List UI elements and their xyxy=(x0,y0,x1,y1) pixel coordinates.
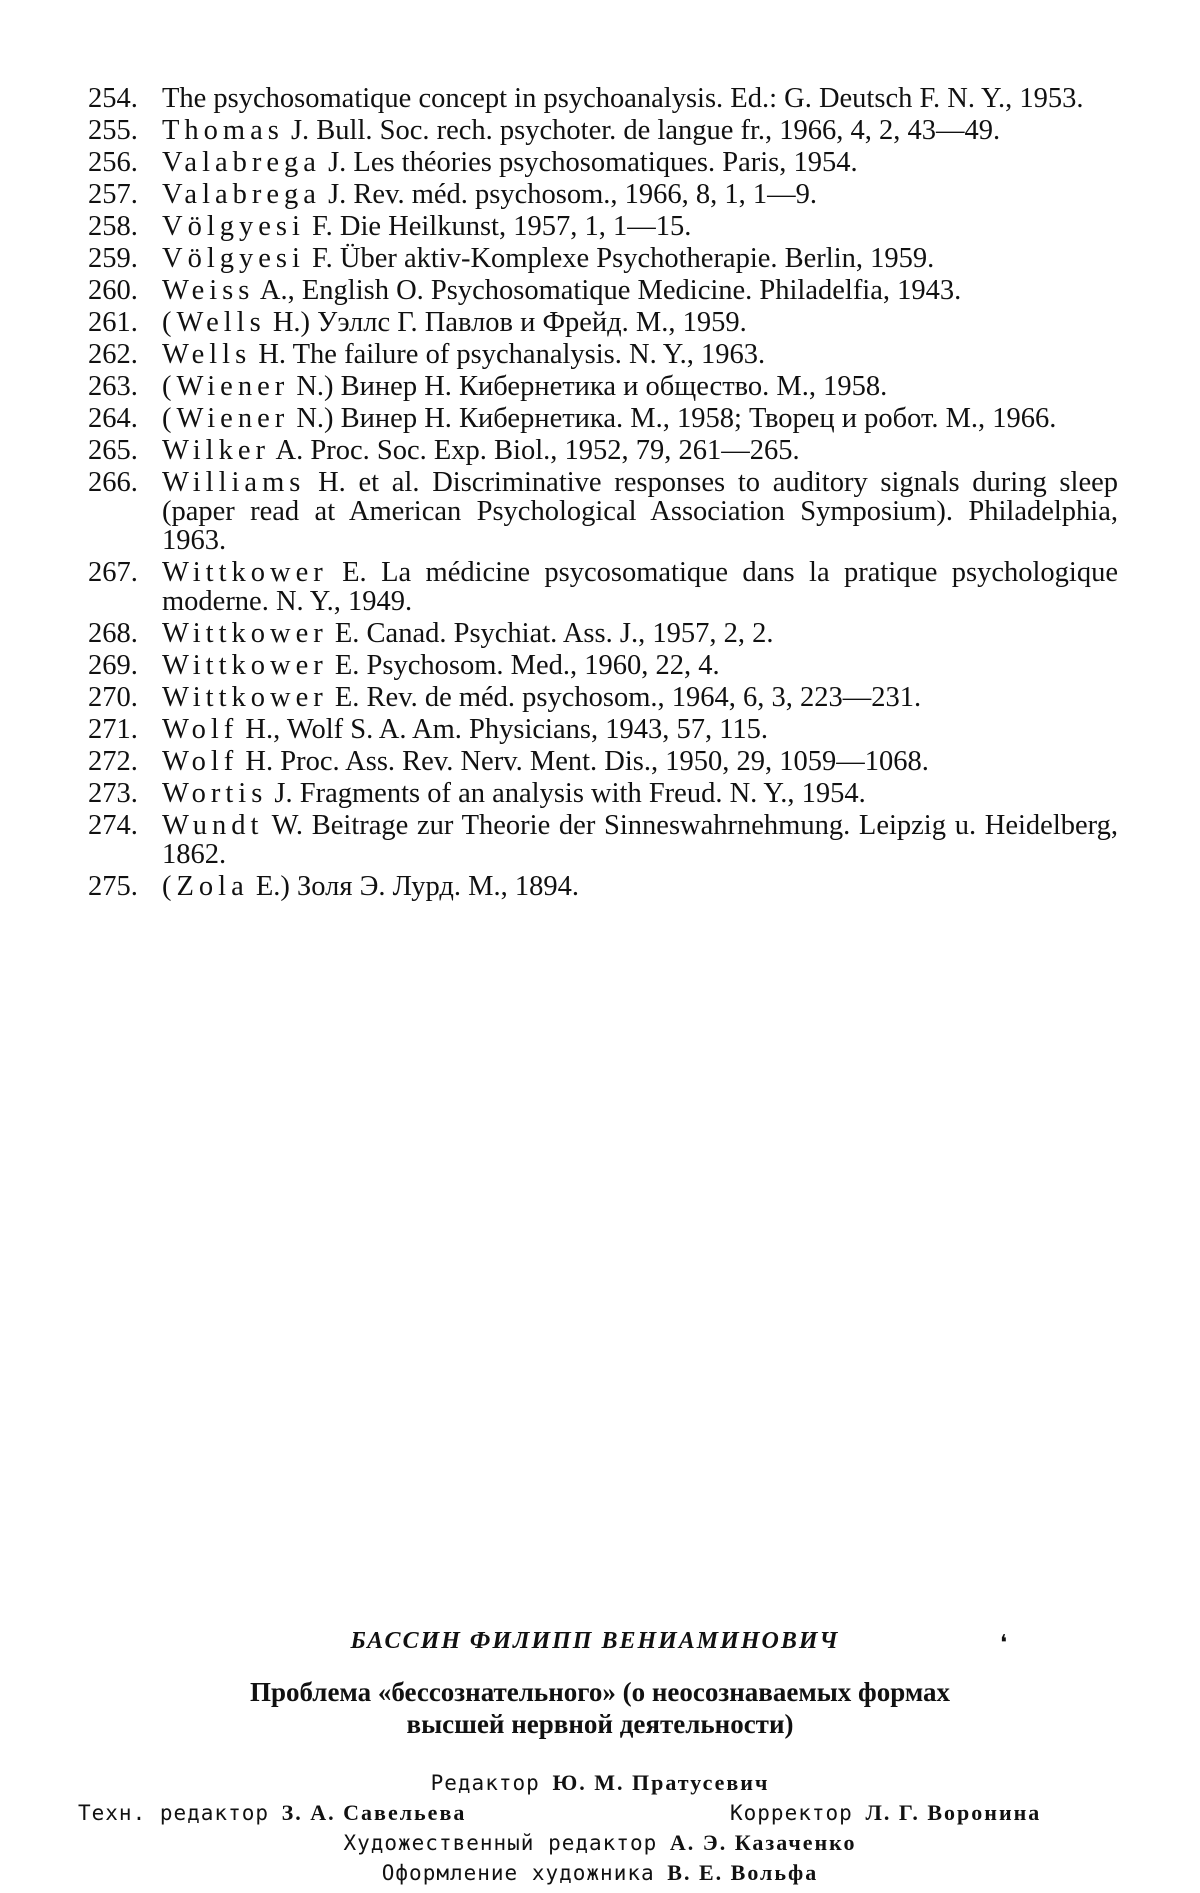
art-editor-label: Художественный редактор xyxy=(343,1831,658,1855)
reference-number: 262. xyxy=(88,339,138,370)
reference-item xyxy=(88,468,1118,555)
reference-number: 257. xyxy=(88,179,138,210)
reference-text: E. Rev. de méd. psychosom., 1964, 6, 3, 223—231. xyxy=(327,682,922,713)
reference-item xyxy=(88,811,1118,869)
reference-text: E. La médicine psycosomatique dans la pratique psychologique moderne. N. Y., 1949. xyxy=(162,557,1118,617)
reference-item xyxy=(88,148,1118,177)
reference-author: Wittkower xyxy=(162,650,328,681)
design-line xyxy=(0,1860,1200,1886)
reference-text: E. Canad. Psychiat. Ass. J., 1957, 2, 2. xyxy=(327,618,774,649)
reference-number: 266. xyxy=(88,467,138,498)
corrector-line xyxy=(730,1800,1041,1826)
reference-number: 265. xyxy=(88,435,138,466)
reference-item xyxy=(88,180,1118,209)
reference-item xyxy=(88,683,1118,712)
bibliography-list xyxy=(88,84,1118,904)
book-title-line-1: Проблема «бессознательного» (о неосознаваемых формах xyxy=(249,1677,951,1707)
reference-item xyxy=(88,116,1118,145)
reference-text: H.) Уэллс Г. Павлов и Фрейд. М., 1959. xyxy=(265,307,747,338)
reference-item xyxy=(88,84,1118,113)
reference-number: 268. xyxy=(88,618,138,649)
reference-item xyxy=(88,436,1118,465)
book-title xyxy=(0,1676,1200,1740)
reference-number: 267. xyxy=(88,557,138,588)
reference-text: A. Proc. Soc. Exp. Biol., 1952, 79, 261—265. xyxy=(270,435,800,466)
reference-author: (Wells xyxy=(162,307,266,338)
reference-author: (Wiener xyxy=(162,403,290,434)
reference-text: H. Proc. Ass. Rev. Nerv. Ment. Dis., 1950, 29, 1059—1068. xyxy=(238,746,929,777)
reference-text: J. Rev. méd. psychosom., 1966, 8, 1, 1—9. xyxy=(320,179,818,210)
reference-author: Wundt xyxy=(162,810,264,841)
reference-author: Weiss xyxy=(162,275,255,306)
reference-author: Wortis xyxy=(162,778,268,809)
reference-item xyxy=(88,715,1118,744)
reference-item xyxy=(88,747,1118,776)
reference-author: Wittkower xyxy=(162,682,328,713)
tech-editor-line xyxy=(78,1800,466,1826)
reference-text: N.) Винер Н. Кибернетика. М., 1958; Творец и робот. М., 1966. xyxy=(289,403,1057,434)
reference-item xyxy=(88,779,1118,808)
reference-number: 261. xyxy=(88,307,138,338)
reference-number: 263. xyxy=(88,371,138,402)
reference-number: 254. xyxy=(88,83,138,114)
reference-author: Völgyesi xyxy=(162,243,305,274)
book-title-line-2: высшей нервной деятельности) xyxy=(406,1709,794,1739)
reference-item xyxy=(88,372,1118,401)
corrector-label: Корректор xyxy=(730,1801,853,1825)
tech-editor-label: Техн. редактор xyxy=(78,1801,270,1825)
reference-author: Wilker xyxy=(162,435,270,466)
reference-number: 258. xyxy=(88,211,138,242)
reference-text: N.) Винер Н. Кибернетика и общество. М., 1958. xyxy=(289,371,888,402)
reference-author: Wolf xyxy=(162,714,239,745)
reference-author: (Zola xyxy=(162,871,249,902)
reference-number: 264. xyxy=(88,403,138,434)
reference-number: 260. xyxy=(88,275,138,306)
author-name: БАССИН ФИЛИПП ВЕНИАМИНОВИЧ xyxy=(350,1628,840,1654)
reference-number: 271. xyxy=(88,714,138,745)
reference-item xyxy=(88,619,1118,648)
reference-number: 256. xyxy=(88,147,138,178)
reference-text: H., Wolf S. A. Am. Physicians, 1943, 57, 115. xyxy=(238,714,769,745)
reference-number: 259. xyxy=(88,243,138,274)
tech-editor-name: З. А. Савельева xyxy=(281,1800,467,1825)
reference-text: J. Fragments of an analysis with Freud. N. Y., 1954. xyxy=(267,778,866,809)
reference-item xyxy=(88,340,1118,369)
reference-author: (Wiener xyxy=(162,371,290,402)
reference-item xyxy=(88,558,1118,616)
reference-number: 255. xyxy=(88,115,138,146)
reference-text: E.) Золя Э. Лурд. М., 1894. xyxy=(248,871,580,902)
reference-text: F. Die Heilkunst, 1957, 1, 1—15. xyxy=(304,211,692,242)
reference-item xyxy=(88,276,1118,305)
reference-number: 275. xyxy=(88,871,138,902)
reference-text: E. Psychosom. Med., 1960, 22, 4. xyxy=(327,650,720,681)
reference-author: Valabrega xyxy=(162,179,321,210)
reference-text: W. Beitrage zur Theorie der Sinneswahrnehmung. Leipzig u. Heidelberg, 1862. xyxy=(162,810,1118,870)
reference-author: Wolf xyxy=(162,746,239,777)
editor-label: Редактор xyxy=(430,1771,540,1795)
reference-author: Wittkower xyxy=(162,557,328,588)
ornament-mark: ❛ xyxy=(1000,1630,1008,1655)
reference-text: J. Bull. Soc. rech. psychoter. de langue fr., 1966, 4, 2, 43—49. xyxy=(283,115,1001,146)
design-name: В. Е. Вольфа xyxy=(667,1860,819,1885)
art-editor-line xyxy=(0,1830,1200,1856)
reference-text: A., English O. Psychosomatique Medicine. Philadelfia, 1943. xyxy=(254,275,962,306)
reference-item xyxy=(88,212,1118,241)
reference-item xyxy=(88,308,1118,337)
editor-line xyxy=(0,1770,1200,1796)
reference-author: Valabrega xyxy=(162,147,321,178)
corrector-name: Л. Г. Воронина xyxy=(865,1800,1042,1825)
reference-author: Völgyesi xyxy=(162,211,305,242)
reference-number: 274. xyxy=(88,810,138,841)
reference-author: Wittkower xyxy=(162,618,328,649)
reference-author: Thomas xyxy=(162,115,284,146)
reference-text: F. Über aktiv-Komplexe Psychotherapie. Berlin, 1959. xyxy=(304,243,935,274)
reference-text: The psychosomatique concept in psychoanalysis. Ed.: G. Deutsch F. N. Y., 1953. xyxy=(162,83,1084,114)
reference-item xyxy=(88,872,1118,901)
design-label: Оформление художника xyxy=(381,1861,655,1885)
reference-author: Williams xyxy=(162,467,306,498)
reference-item xyxy=(88,651,1118,680)
editor-name: Ю. М. Пратусевич xyxy=(552,1770,770,1795)
reference-item xyxy=(88,244,1118,273)
art-editor-name: А. Э. Казаченко xyxy=(669,1830,857,1855)
reference-item xyxy=(88,404,1118,433)
reference-author: Wells xyxy=(162,339,252,370)
reference-number: 270. xyxy=(88,682,138,713)
reference-number: 273. xyxy=(88,778,138,809)
reference-number: 269. xyxy=(88,650,138,681)
reference-text: H. The failure of psychanalysis. N. Y., 1963. xyxy=(251,339,766,370)
reference-number: 272. xyxy=(88,746,138,777)
reference-text: H. et al. Discriminative responses to auditory signals during sleep (paper read at American Psychological Association Symposium). Philadelphia, 1963. xyxy=(162,467,1118,556)
reference-text: J. Les théories psychosomatiques. Paris, 1954. xyxy=(320,147,858,178)
